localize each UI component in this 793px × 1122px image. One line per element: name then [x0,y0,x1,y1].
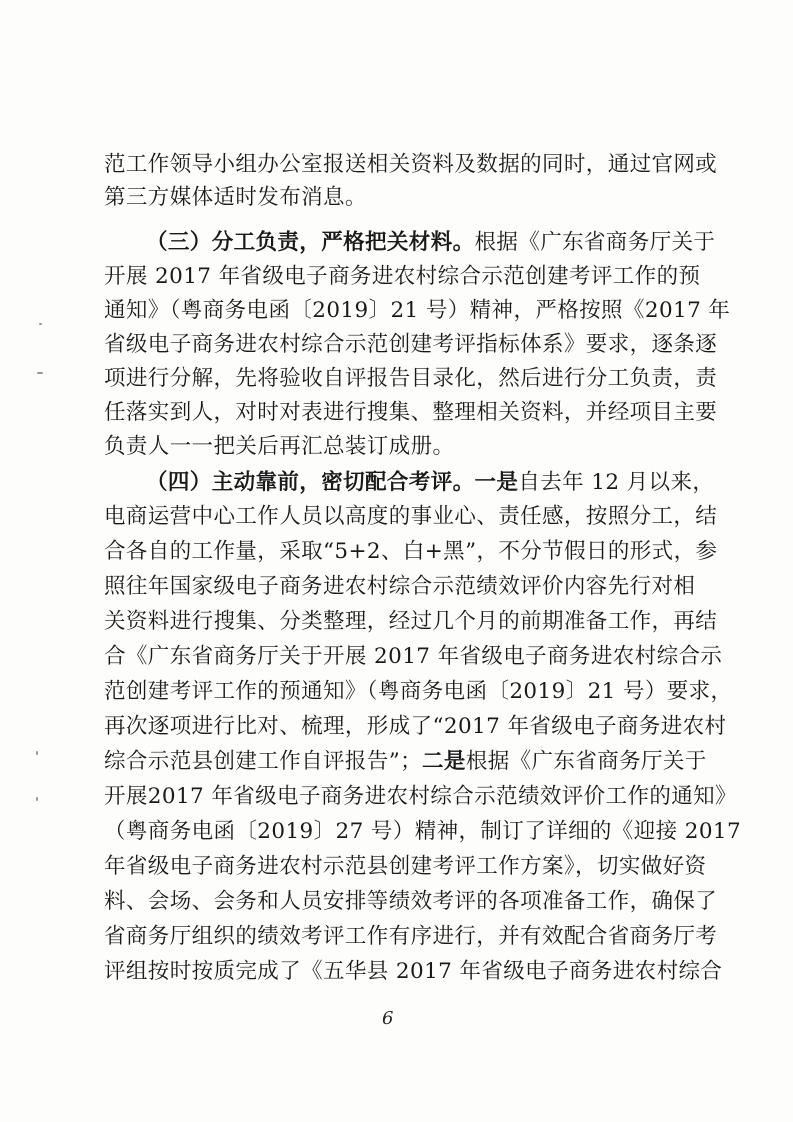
scan-speck [39,323,42,325]
text-line [104,745,707,778]
text-line: 省商务厅组织的绩效考评工作有序进行，并有效配合省商务厅考 [104,924,718,949]
text-span: 根据《广东省商务厅关于 [474,230,716,255]
text-line: 省级电子商务进农村综合示范创建考评指标体系》要求，逐条逐 [104,332,718,357]
text-line: 负责人一一把关后再汇总装订成册。 [104,434,455,459]
page-number: 6 [382,1008,394,1029]
text-line: 合《广东省商务厅关于开展 2017 年省级电子商务进农村综合示 [104,644,723,669]
text-line: 通知》（粤商务电函〔2019〕21 号）精神，严格按照《2017 年 [104,298,731,323]
text-line: 合各自的工作量，采取“5+2、白+黑”，不分节假日的形式，参 [104,539,718,564]
scan-speck [37,372,43,374]
text-line: 任落实到人，对时对表进行搜集、整理相关资料，并经项目主要 [104,400,718,425]
scan-speck [36,751,38,755]
text-line: 料、会场、会务和人员安排等绩效考评的各项准备工作，确保了 [104,889,718,914]
paragraph-heading-line [146,466,715,499]
text-line: 开展 2017 年省级电子商务进农村综合示范创建考评工作的预 [104,264,701,289]
text-span: 根据《广东省商务厅关于 [465,749,707,774]
text-line: 范创建考评工作的预通知》（粤商务电函〔2019〕21 号）要求， [104,679,733,704]
emphasis-text: 一是 [474,470,519,495]
text-line: 关资料进行搜集、分类整理，经过几个月的前期准备工作，再结 [104,609,718,634]
text-line: 项进行分解，先将验收自评报告目录化，然后进行分工负责，责 [104,366,718,391]
text-line: 照往年国家级电子商务进农村综合示范绩效评价内容先行对相 [104,574,696,599]
text-line: 评组按时按质完成了《五华县 2017 年省级电子商务进农村综合 [104,959,723,984]
text-line: 第三方媒体适时发布消息。 [104,185,367,210]
paragraph-heading-line [146,226,716,259]
section-heading: （三）分工负责，严格把关材料。 [146,230,475,255]
text-span: 综合示范县创建工作自评报告”； [104,749,422,774]
text-line: 年省级电子商务进农村示范县创建考评工作方案》，切实做好资 [104,854,707,879]
scan-speck [36,797,38,801]
text-line: 范工作领导小组办公室报送相关资料及数据的同时，通过官网或 [104,152,718,177]
text-span: 自去年 12 月以来， [518,470,715,495]
text-line: （粤商务电函〔2019〕27 号）精神，制订了详细的《迎接 2017 [104,819,742,844]
text-line: 开展2017 年省级电子商务进农村综合示范绩效评价工作的通知》 [104,784,737,809]
text-line: 电商运营中心工作人员以高度的事业心、责任感，按照分工，结 [104,504,718,529]
emphasis-text: 二是 [422,749,466,774]
text-line: 再次逐项进行比对、梳理，形成了“2017 年省级电子商务进农村 [104,714,727,739]
section-heading: （四）主动靠前，密切配合考评。 [146,470,475,495]
